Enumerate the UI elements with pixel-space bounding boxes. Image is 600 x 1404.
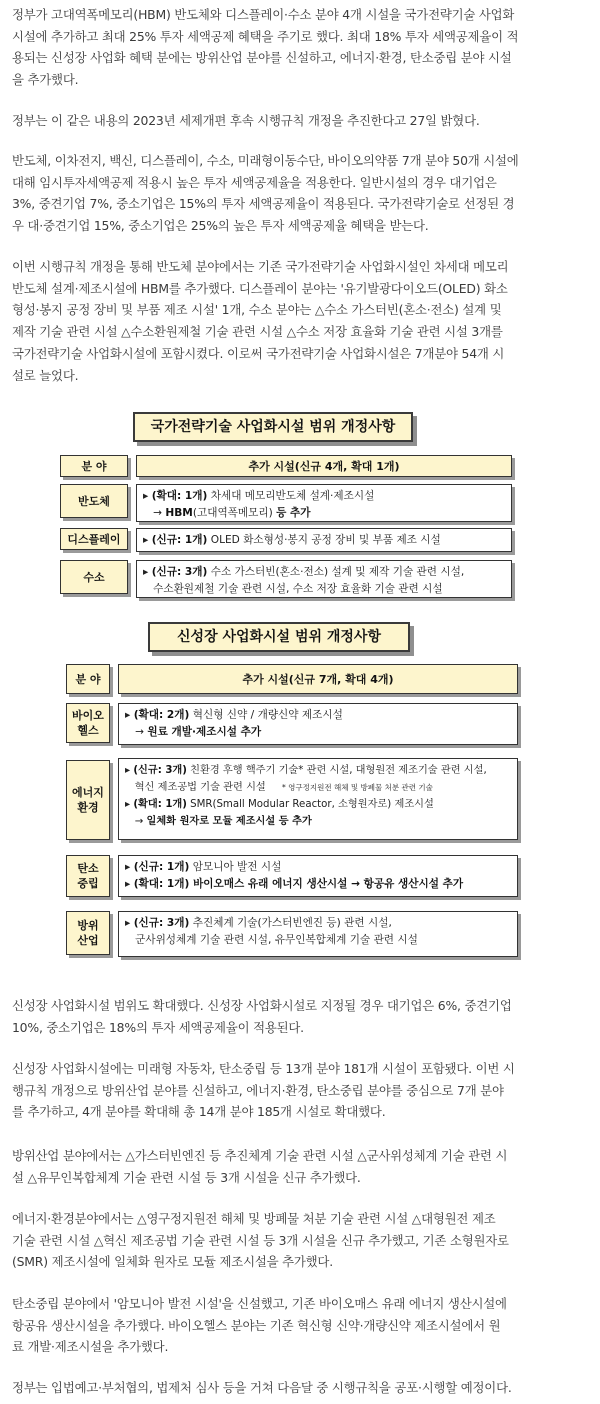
table2-row3-line2: ▸ (확대: 1개) 바이오매스 유래 에너지 생산시설 → 항공유 생산시설 추가: [125, 878, 464, 890]
table2-category-biohealth-text: 바이오 헬스: [72, 709, 104, 737]
intro-paragraph-1: 정부가 고대역폭메모리(HBM) 반도체와 디스플레이·수소 분야 4개 시설을 국가전략기술 사업화 시설에 추가하고 최대 25% 투자 세액공제 혜택을 주기로 했다. 최대 18% 투자 세액공제율이 적 용되는 신성장 사업화 혜택 분에는 방위산업 분야를 신설하고, 에너지·환경, 탄소중립 분야 시설 을 추가했다.: [12, 7, 519, 88]
table2-row4-line2: 군사위성체계 기술 관련 시설, 유무인복합체계 기술 관련 시설: [125, 934, 418, 946]
table1-content-display: [136, 528, 512, 552]
table1-header-category: 분 야: [60, 455, 128, 477]
table1-header-content: 추가 시설(신규 4개, 확대 1개): [136, 455, 512, 477]
table1-category-display: 디스플레이: [60, 528, 128, 550]
table2-row2-line1: ▸ (신규: 3개) 친환경 후행 핵주기 기술* 관련 시설, 대형원전 제조기술 관련 시설,: [125, 765, 487, 776]
intro-paragraph-3: 반도체, 이차전지, 백신, 디스플레이, 수소, 미래형이동수단, 바이오의약품 7개 분야 50개 시설에 대해 임시투자세액공제 적용시 높은 투자 세액공제율을 적용한다. 일반시설의 경우 대기업은 3%, 중견기업 7%, 중소기업은 15%의 투자 세액공제율이 적용된다. 국가전략기술로 선정된 경 우 대·중견기업 15%, 중소기업은 25%의 높은 투자 세액공제율 혜택을 받는다.: [12, 153, 519, 234]
table1-content-semiconductor: [136, 484, 512, 522]
outro-paragraph-1: 신성장 사업화시설 범위도 확대했다. 신성장 사업화시설로 지정될 경우 대기업은 6%, 중견기업 10%, 중소기업은 18%의 투자 세액공제율이 적용된다.: [12, 998, 512, 1035]
table1-row1-line1: ▸ (확대: 1개) 차세대 메모리반도체 설계·제조시설: [143, 490, 375, 502]
table1-row3-line2: 수소환원제철 기술 관련 시설, 수소 저장 효율화 기술 관련 시설: [143, 583, 443, 595]
table2-footnote: * 영구정지원전 해체 및 방폐물 처분 관련 기술: [281, 783, 433, 792]
outro-paragraph-3: 방위산업 분야에서는 △가스터빈엔진 등 추진체계 기술 관련 시설 △군사위성체계 기술 관련 시 설 △유무인복합체계 기술 관련 시설 등 3개 시설을 신규 추가했다.: [12, 1148, 508, 1185]
table2-row4-line1: ▸ (신규: 3개) 추진체계 기술(가스터빈엔진 등) 관련 시설,: [125, 917, 392, 929]
table1-row1-line2: → HBM(고대역폭메모리) 등 추가: [143, 507, 311, 519]
table2-category-energy: [66, 760, 110, 840]
table2-header-category: 분 야: [66, 664, 110, 694]
table2-category-defense: [66, 911, 110, 955]
outro-paragraph-5: 탄소중립 분야에서 '암모니아 발전 시설'을 신설했고, 기존 바이오매스 유래 에너지 생산시설에 항공유 생산시설을 추가했다. 바이오헬스 분야는 기존 혁신형 신약·개량신약 제조시설에서 원 료 개발·제조시설을 추가했다.: [12, 1296, 507, 1355]
intro-paragraph-2: 정부는 이 같은 내용의 2023년 세제개편 후속 시행규칙 개정을 추진한다고 27일 밝혔다.: [12, 113, 480, 128]
table2-row2-line3: ▸ (확대: 1개) SMR(Small Modular Reactor, 소형원자로) 제조시설: [125, 799, 434, 810]
outro-paragraph-2: 신성장 사업화시설에는 미래형 자동차, 탄소중립 등 13개 분야 181개 시설이 포함됐다. 이번 시 행규칙 개정으로 방위산업 분야를 신설하고, 에너지·환경, 탄소중립 분야를 중심으로 7개 분야 를 추가하고, 4개 분야를 확대해 총 14개 분야 185개 시설로 확대했다.: [12, 1061, 515, 1120]
table1-content-hydrogen: [136, 560, 512, 598]
table2-row2-line4: → 일체화 원자로 모듈 제조시설 등 추가: [125, 816, 312, 827]
table2-content-defense: [118, 911, 518, 957]
table2-row3-line1: ▸ (신규: 1개) 암모니아 발전 시설: [125, 861, 282, 873]
table2-content-carbon: [118, 855, 518, 897]
table2-row1-line2: → 원료 개발·제조시설 추가: [125, 726, 262, 738]
intro-paragraph-4: 이번 시행규칙 개정을 통해 반도체 분야에서는 기존 국가전략기술 사업화시설인 차세대 메모리 반도체 설계·제조시설에 HBM를 추가했다. 디스플레이 분야는 '유기발광다이오드(OLED) 화소 형성·봉지 공정 장비 및 부품 제조 시설' 1개, 수소 분야는 △수소 가스터빈(혼소·전소) 설계 및 제작 기술 관련 시설 △수소환원제철 기술 관련 시설 △수소 저장 효율화 기술 관련 시설 3개를 국가전략기술 사업화시설에 포함시켰다. 이로써 국가전략기술 사업화시설은 7개분야 54개 시 설로 늘었다.: [12, 259, 509, 383]
table2-content-energy: [118, 758, 518, 840]
table2-content-biohealth: [118, 703, 518, 745]
table2-category-energy-text: 에너지 환경: [72, 786, 104, 814]
table2-category-carbon-text: 탄소 중립: [77, 862, 99, 890]
table2-title: 신성장 사업화시설 범위 개정사항: [148, 622, 410, 652]
table2-header-content: 추가 시설(신규 7개, 확대 4개): [118, 664, 518, 694]
table2-category-biohealth: [66, 703, 110, 743]
table2-row2-line2: 혁신 제조공법 기술 관련 시설 * 영구정지원전 해체 및 방폐물 처분 관련 기술: [125, 782, 433, 793]
table2-category-carbon: [66, 855, 110, 897]
table2-category-defense-text: 방위 산업: [77, 919, 99, 947]
outro-paragraph-4: 에너지·환경분야에서는 △영구정지원전 해체 및 방폐물 처분 기술 관련 시설 △대형원전 제조 기술 관련 시설 △혁신 제조공법 기술 관련 시설 등 3개 시설을 신규 추가했고, 기존 소형원자로 (SMR) 제조시설에 일체화 원자로 모듈 제조시설을 추가했다.: [12, 1211, 509, 1270]
table1-row2-line1: ▸ (신규: 1개) OLED 화소형성·봉지 공정 장비 및 부품 제조 시설: [143, 534, 441, 546]
table1-category-semiconductor: 반도체: [60, 484, 128, 518]
outro-paragraph-6: 정부는 입법예고·부처협의, 법제처 심사 등을 거쳐 다음달 중 시행규칙을 공포·시행할 예정이다.: [12, 1380, 512, 1395]
table1-category-hydrogen: 수소: [60, 560, 128, 594]
table1-row3-line1: ▸ (신규: 3개) 수소 가스터빈(혼소·전소) 설계 및 제작 기술 관련 시설,: [143, 566, 465, 578]
table2-row1-line1: ▸ (확대: 2개) 혁신형 신약 / 개량신약 제조시설: [125, 709, 343, 721]
table1-title: 국가전략기술 사업화시설 범위 개정사항: [133, 412, 413, 442]
